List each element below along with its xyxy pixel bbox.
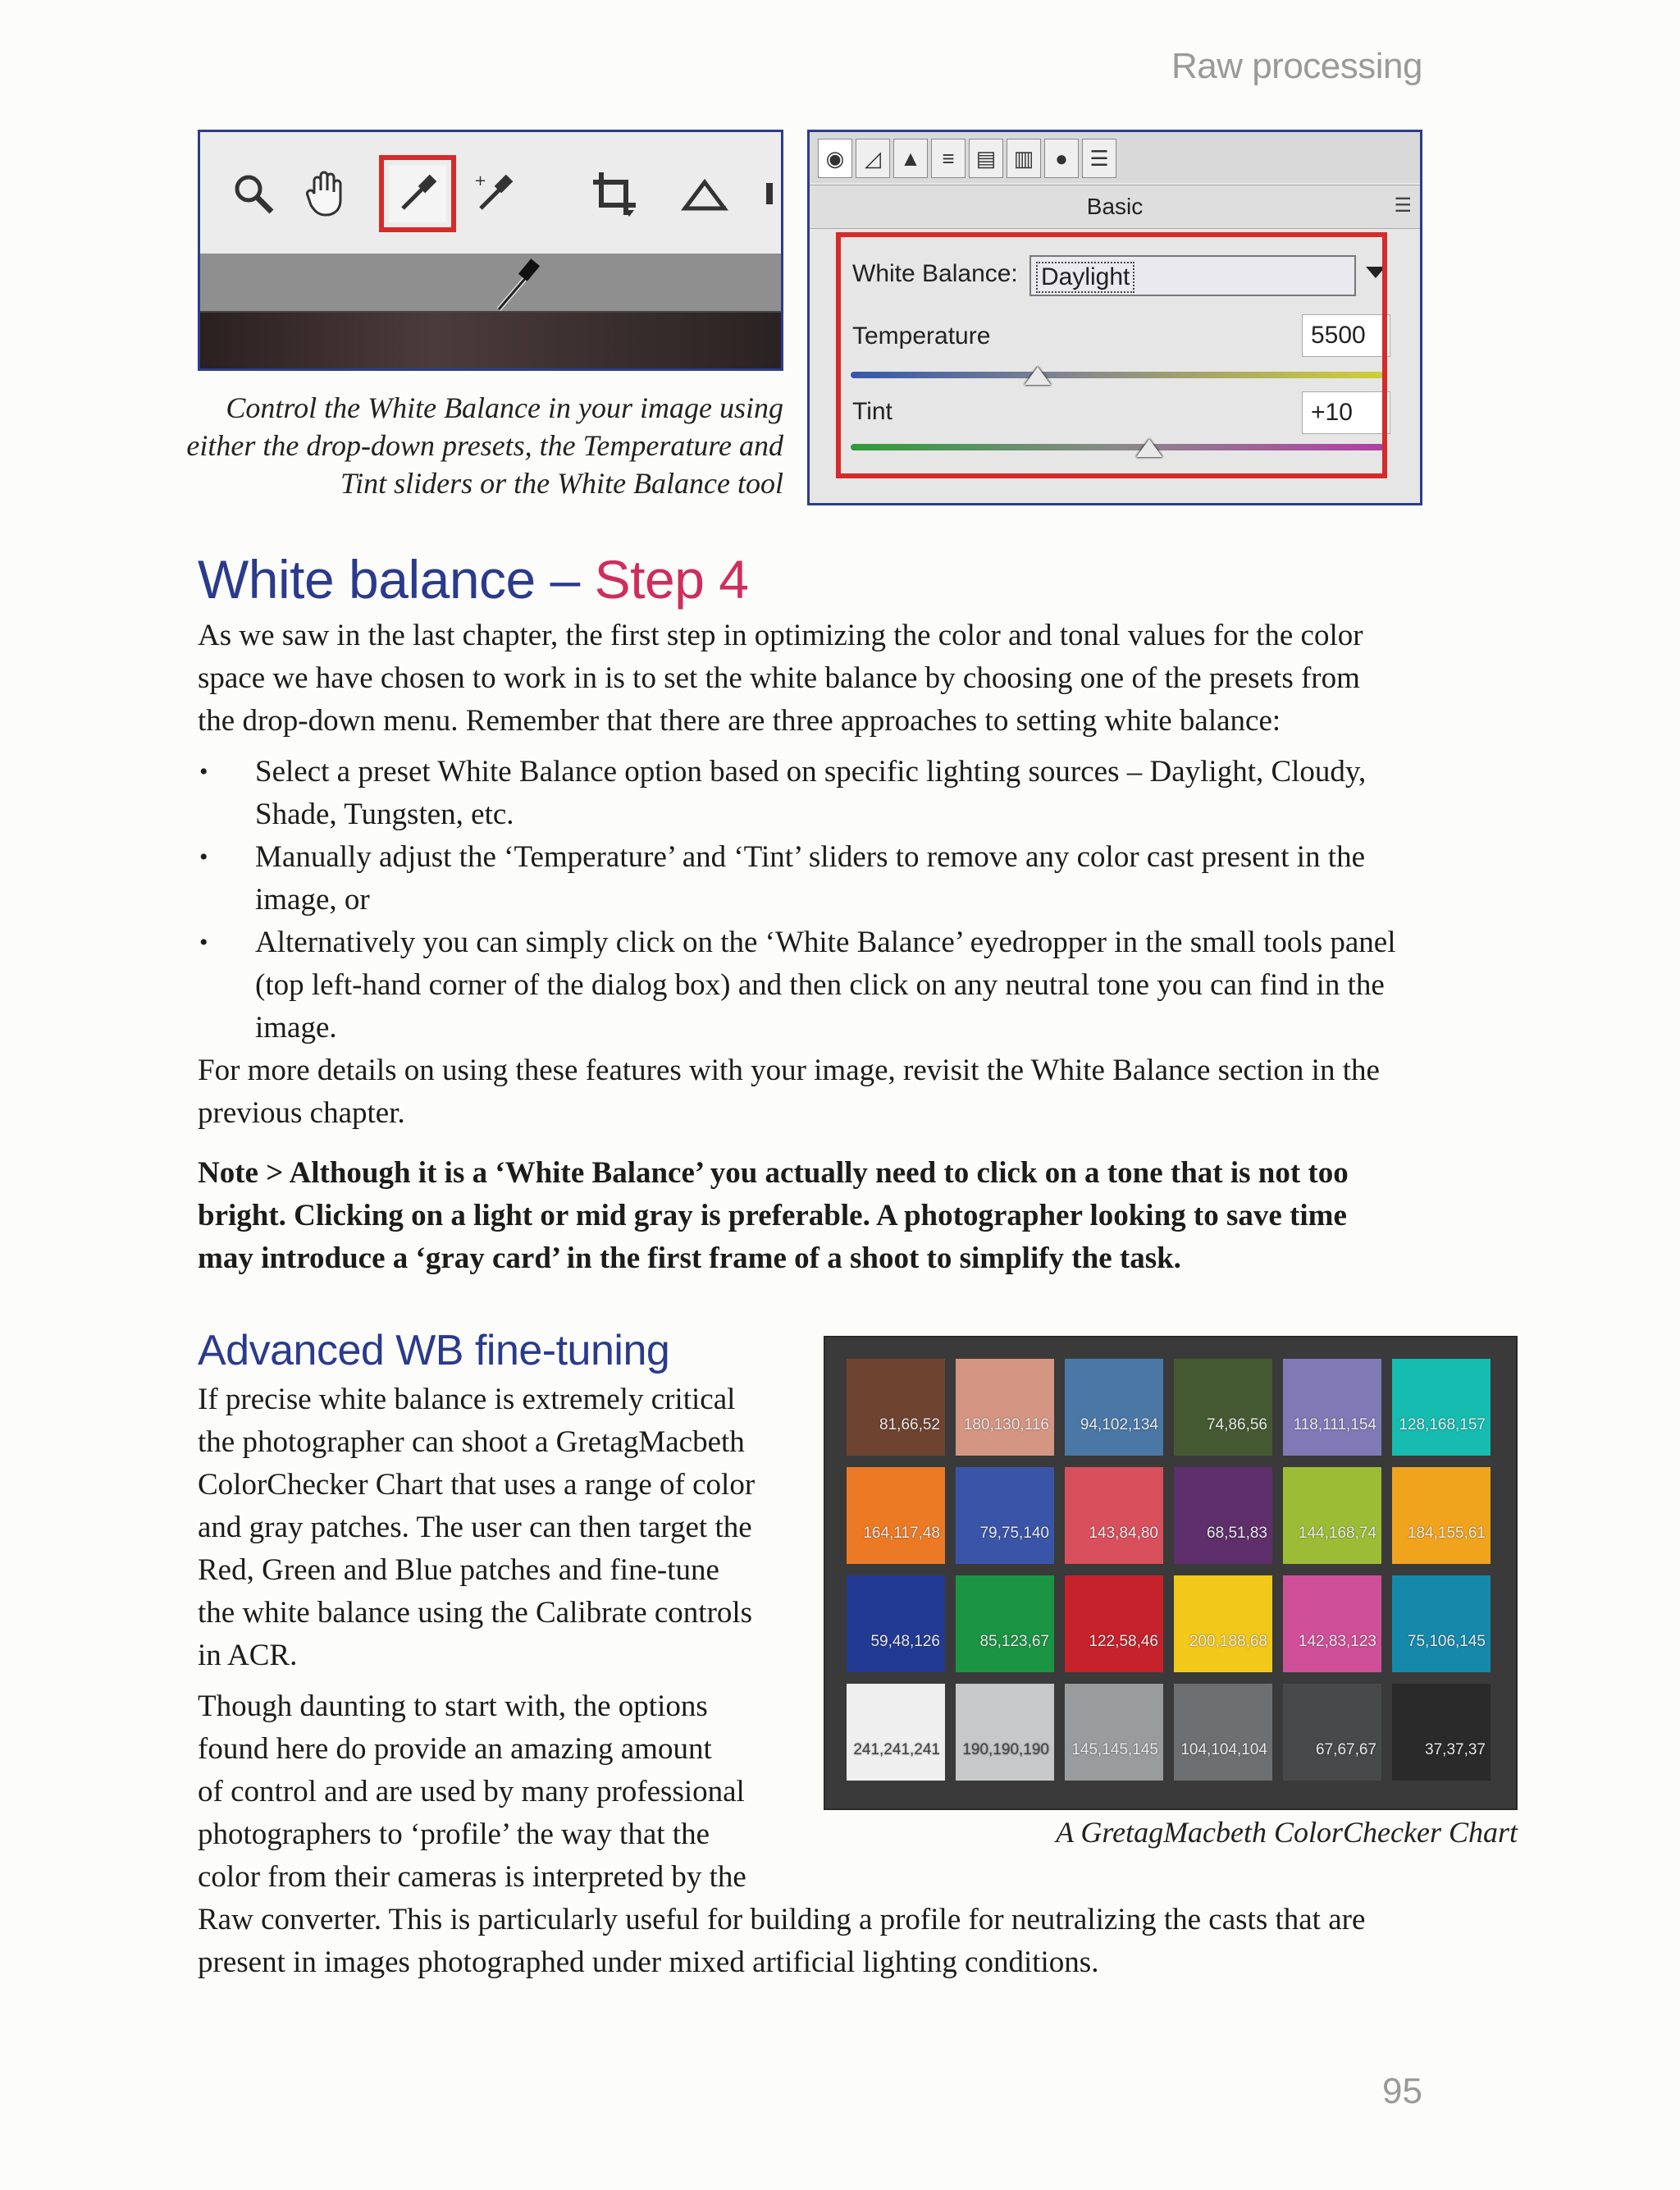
- color-patch: [956, 1575, 1054, 1672]
- text-line: bright. Clicking on a light or mid gray is preferable. A photographer looking to save time: [198, 1199, 1347, 1232]
- color-patch: [847, 1575, 945, 1672]
- text-line: Raw converter. This is particularly useful for building a profile for neutralizing the casts that are: [198, 1903, 1366, 1936]
- color-patch-label: 145,145,145: [1071, 1741, 1158, 1758]
- color-patch: [1392, 1467, 1491, 1564]
- text-line: of control and are used by many professional: [198, 1775, 745, 1808]
- text-line: may introduce a ‘gray card’ in the first frame of a shoot to simplify the task.: [198, 1241, 1181, 1275]
- text-line: image, or: [255, 883, 370, 917]
- color-patch: [1174, 1467, 1272, 1564]
- color-patch-label: 128,168,157: [1399, 1416, 1486, 1433]
- advanced-paragraph-1: [198, 1378, 821, 1677]
- color-patch: [956, 1684, 1054, 1781]
- color-sampler-tool-icon: [467, 165, 524, 222]
- color-patch: [847, 1467, 945, 1564]
- color-patch: [1174, 1359, 1272, 1456]
- text-line: space we have chosen to work in is to set the white balance by choosing one of the presets from: [198, 661, 1360, 695]
- white-balance-value: Daylight: [1036, 262, 1134, 293]
- text-line: image.: [255, 1011, 337, 1045]
- color-patch-label: 190,190,190: [962, 1741, 1049, 1758]
- subsection-heading: Advanced WB fine-tuning: [198, 1327, 670, 1374]
- temperature-field: 5500: [1302, 314, 1390, 357]
- color-patch: [1174, 1684, 1272, 1781]
- bullet-icon: •: [199, 758, 208, 785]
- color-patch: [847, 1684, 945, 1781]
- section-heading: [198, 548, 748, 610]
- color-patch-label: 142,83,123: [1298, 1633, 1376, 1650]
- running-header: Raw processing: [1171, 46, 1422, 86]
- color-patch: [1392, 1575, 1491, 1672]
- text-line: Manually adjust the ‘Temperature’ and ‘Tint’ sliders to remove any color cast present in the: [255, 840, 1365, 874]
- text-line: color from their cameras is interpreted by the: [198, 1860, 746, 1894]
- text-line: ColorChecker Chart that uses a range of color: [198, 1468, 756, 1502]
- panel-section-title: Basic: [810, 185, 1420, 229]
- tab-split-toning-icon: ▤: [969, 139, 1003, 178]
- color-patch-label: 164,117,48: [863, 1525, 940, 1542]
- hand-tool-icon: [297, 165, 354, 222]
- zoom-tool-icon: [225, 165, 282, 222]
- panel-menu-icon: ☰: [1394, 194, 1412, 217]
- partial-tool-icon: [761, 165, 778, 222]
- colorchecker-chart: [824, 1336, 1518, 1810]
- color-patch: [847, 1359, 945, 1456]
- text-line: Alternatively you can simply click on the ‘White Balance’ eyedropper in the small tools panel: [255, 926, 1396, 959]
- intro-paragraph: [198, 615, 1445, 743]
- white-balance-tool-icon: [389, 165, 446, 222]
- color-patch-label: 241,241,241: [853, 1741, 940, 1758]
- tint-label: Tint: [852, 398, 892, 425]
- color-patch-label: 85,123,67: [979, 1633, 1049, 1650]
- text-line: the photographer can shoot a GretagMacbeth: [198, 1425, 745, 1459]
- color-patch-label: 37,37,37: [1425, 1741, 1486, 1758]
- tab-detail-icon: ▲: [893, 139, 928, 178]
- color-patch: [956, 1467, 1054, 1564]
- color-patch: [1065, 1467, 1163, 1564]
- basic-panel-screenshot: [807, 130, 1422, 505]
- color-patch: [1065, 1684, 1163, 1781]
- text-line: and gray patches. The user can then target the: [198, 1511, 752, 1544]
- color-patch: [1283, 1467, 1381, 1564]
- panel-tabs: [810, 132, 1420, 183]
- color-patch-label: 79,75,140: [979, 1525, 1049, 1542]
- text-line: If precise white balance is extremely critical: [198, 1383, 736, 1416]
- tools-panel: [200, 132, 781, 254]
- text-line: found here do provide an amazing amount: [198, 1732, 712, 1766]
- color-patch: [956, 1359, 1054, 1456]
- bullet-icon: •: [199, 929, 208, 956]
- tab-presets-icon: ☰: [1082, 139, 1116, 178]
- outro-paragraph: [198, 1049, 1445, 1135]
- toolbar-divider: [200, 254, 781, 313]
- crop-tool-icon: [586, 165, 643, 222]
- white-balance-label: White Balance:: [852, 260, 1018, 287]
- tab-basic-icon: ◉: [818, 139, 852, 178]
- color-patch: [1283, 1575, 1381, 1672]
- text-line: For more details on using these features with your image, revisit the White Balance section in the: [198, 1054, 1380, 1087]
- text-line: Though daunting to start with, the options: [198, 1689, 708, 1723]
- text-line: present in images photographed under mixed artificial lighting conditions.: [198, 1945, 1099, 1979]
- color-patch-label: 143,84,80: [1089, 1525, 1158, 1542]
- color-patch-label: 104,104,104: [1180, 1741, 1267, 1758]
- bullet-icon: •: [199, 844, 208, 871]
- color-patch-label: 184,155,61: [1407, 1525, 1486, 1542]
- color-patch-label: 59,48,126: [870, 1633, 940, 1650]
- color-patch: [1065, 1359, 1163, 1456]
- color-patch-label: 75,106,145: [1407, 1633, 1486, 1650]
- page-number: 95: [1382, 2071, 1422, 2111]
- color-patch-label: 200,188,68: [1189, 1633, 1267, 1650]
- tab-hsl-icon: ≡: [931, 139, 966, 178]
- text-line: Note > Although it is a ‘White Balance’ you actually need to click on a tone that is not too: [198, 1156, 1349, 1190]
- text-line: Shade, Tungsten, etc.: [255, 798, 514, 831]
- text-line: previous chapter.: [198, 1096, 405, 1130]
- color-patch: [1174, 1575, 1272, 1672]
- text-line: in ACR.: [198, 1639, 298, 1672]
- toolbar-screenshot: [198, 130, 783, 371]
- color-patch-label: 118,111,154: [1293, 1416, 1376, 1433]
- tab-camera-calibration-icon: ●: [1044, 139, 1079, 178]
- tint-field: +10: [1302, 391, 1390, 434]
- color-patch-label: 180,130,116: [963, 1416, 1049, 1433]
- text-line: As we saw in the last chapter, the first step in optimizing the color and tonal values for the color: [198, 619, 1363, 652]
- text-line: Red, Green and Blue patches and fine-tune: [198, 1553, 719, 1587]
- color-patch-label: 74,86,56: [1207, 1416, 1267, 1433]
- text-line: photographers to ‘profile’ the way that the: [198, 1817, 710, 1851]
- color-patch: [1283, 1684, 1381, 1781]
- image-preview: [200, 313, 781, 371]
- figure-caption: Control the White Balance in your image using either the drop-down presets, the Temperature and Tint sliders or the White Balance tool: [186, 391, 783, 500]
- highlight-box: [836, 232, 1387, 478]
- color-patch-label: 122,58,46: [1089, 1633, 1158, 1650]
- text-line: Select a preset White Balance option based on specific lighting sources – Daylight, Cloudy,: [255, 755, 1367, 789]
- color-patch: [1283, 1359, 1381, 1456]
- colorchecker-caption: A GretagMacbeth ColorChecker Chart: [1056, 1816, 1518, 1849]
- color-patch: [1392, 1684, 1491, 1781]
- svg-text:+: +: [474, 172, 487, 190]
- tab-lens-icon: ▥: [1007, 139, 1041, 178]
- color-patch: [1392, 1359, 1491, 1456]
- text-line: the white balance using the Calibrate controls: [198, 1596, 753, 1630]
- eyedropper-cursor-icon: [495, 255, 545, 325]
- temperature-label: Temperature: [852, 322, 991, 350]
- color-patch-label: 94,102,134: [1080, 1416, 1158, 1433]
- color-patch: [1065, 1575, 1163, 1672]
- color-patch-label: 144,168,74: [1298, 1525, 1376, 1542]
- color-patch-label: 67,67,67: [1316, 1741, 1376, 1758]
- section-heading-text: White balance –: [198, 549, 595, 610]
- text-line: (top left-hand corner of the dialog box) and then click on any neutral tone you can find in the: [255, 968, 1385, 1002]
- text-line: the drop-down menu. Remember that there are three approaches to setting white balance:: [198, 704, 1281, 738]
- color-patch-label: 68,51,83: [1207, 1525, 1267, 1542]
- straighten-tool-icon: [676, 165, 733, 222]
- tab-tone-curve-icon: ◿: [856, 139, 890, 178]
- note-paragraph: [198, 1152, 1445, 1280]
- section-heading-step: Step 4: [594, 549, 749, 610]
- color-patch-label: 81,66,52: [879, 1416, 940, 1433]
